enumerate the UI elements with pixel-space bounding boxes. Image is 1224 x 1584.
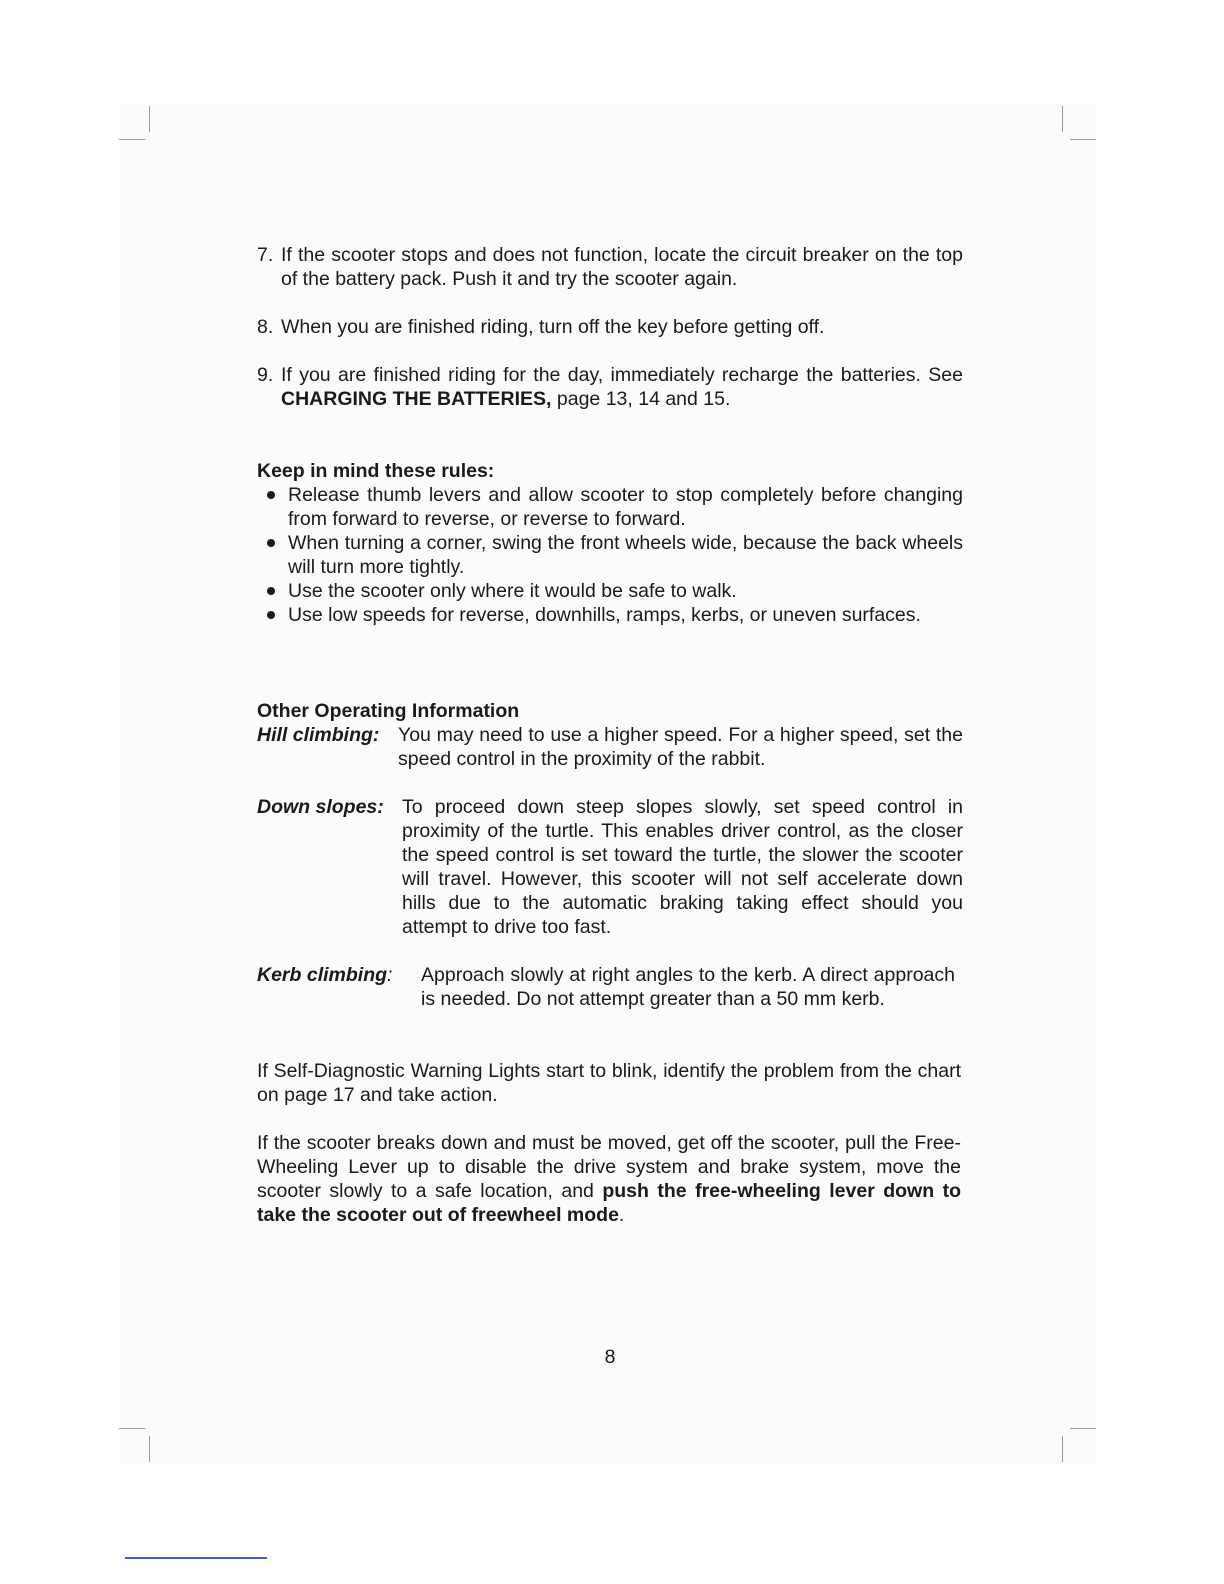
operating-heading: Other Operating Information <box>257 700 520 722</box>
down-slopes-entry <box>257 795 963 939</box>
hill-climbing-entry <box>257 723 963 771</box>
list-item-8 <box>257 315 963 339</box>
crop-mark-top-right-h <box>1070 139 1096 140</box>
breakdown-paragraph: If the scooter breaks down and must be moved, get off the scooter, pull the Free-Wheeling Lever up to disable the drive system and brake system, move the scooter slowly to a safe location, and push the free-wheeling lever down to take the scooter out of freewheel mode. <box>257 1132 962 1226</box>
page-sheet <box>120 104 1096 1464</box>
term-label: Hill climbing: <box>257 724 380 746</box>
rule-item: When turning a corner, swing the front wheels wide, because the back wheels will turn more tightly. <box>257 531 963 579</box>
list-item-7 <box>257 243 963 291</box>
rules-list <box>257 483 963 627</box>
item-text: When you are finished riding, turn off the key before getting off. <box>281 316 825 338</box>
crop-mark-top-right-v <box>1062 106 1063 132</box>
crop-mark-bottom-left-h <box>119 1428 145 1429</box>
crop-mark-top-left-v <box>149 106 150 132</box>
bullet-icon <box>267 539 275 547</box>
warning-lights-paragraph: If Self-Diagnostic Warning Lights start to blink, identify the problem from the chart on page 17 and take action. <box>257 1060 961 1106</box>
list-item-9 <box>257 363 963 411</box>
rules-heading: Keep in mind these rules: <box>257 460 495 482</box>
crop-mark-bottom-right-h <box>1070 1428 1096 1429</box>
item-number: 8. <box>257 316 274 338</box>
item-number: 9. <box>257 364 274 386</box>
item-number: 7. <box>257 244 274 266</box>
rule-item: Release thumb levers and allow scooter to stop completely before changing from forward to reverse, or reverse to forward. <box>257 483 963 531</box>
term-definition: To proceed down steep slopes slowly, set speed control in proximity of the turtle. This enables driver control, as the closer the speed control is set toward the turtle, the slower the scooter will travel. However, this scooter will not self accelerate down hills due to the automatic braking taking effect should you attempt to drive too fast. <box>402 796 963 938</box>
crop-mark-bottom-right-v <box>1062 1436 1063 1462</box>
charging-reference: CHARGING THE BATTERIES, <box>281 388 552 410</box>
crop-mark-bottom-left-v <box>149 1436 150 1462</box>
term-label: Down slopes: <box>257 796 384 818</box>
freewheel-instruction: push the free-wheeling lever down to take the scooter out of freewheel mode <box>257 1180 962 1226</box>
crop-mark-top-left-h <box>119 139 145 140</box>
link-underline <box>125 1557 267 1559</box>
rule-item: Use the scooter only where it would be safe to walk. <box>257 579 963 603</box>
bullet-icon <box>267 491 275 499</box>
page-number: 8 <box>604 1346 616 1368</box>
item-text: If you are finished riding for the day, immediately recharge the batteries. See CHARGING THE BATTERIES, page 13, 14 and 15. <box>281 364 963 410</box>
term-definition: You may need to use a higher speed. For a higher speed, set the speed control in the proximity of the rabbit. <box>398 724 963 770</box>
item-text: If the scooter stops and does not function, locate the circuit breaker on the top of the battery pack. Push it and try the scooter again. <box>281 244 963 290</box>
kerb-climbing-entry <box>257 963 963 1011</box>
term-label: Kerb climbing: <box>257 964 393 986</box>
term-definition: Approach slowly at right angles to the kerb. A direct approach is needed. Do not attempt greater than a 50 mm kerb. <box>421 964 955 1010</box>
rule-item: Use low speeds for reverse, downhills, ramps, kerbs, or uneven surfaces. <box>257 603 963 627</box>
bullet-icon <box>267 611 275 619</box>
bullet-icon <box>267 587 275 595</box>
